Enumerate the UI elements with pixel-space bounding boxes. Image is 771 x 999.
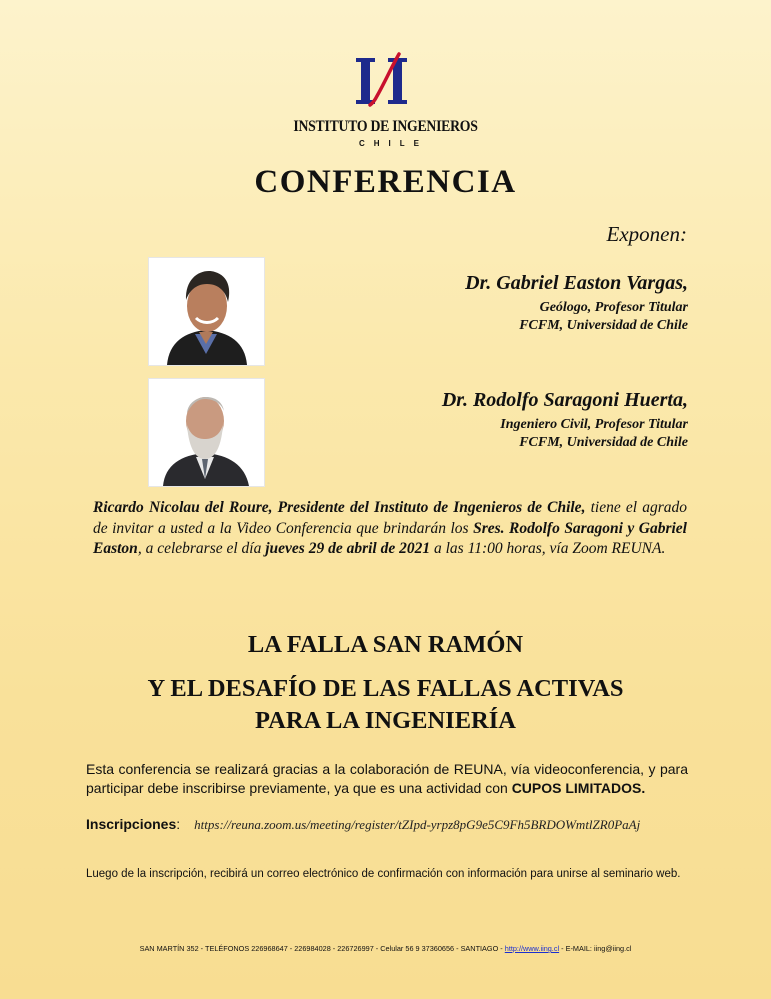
page-title: CONFERENCIA	[254, 164, 517, 200]
invitation-speakers: Sres. Rodolfo Saragoni y Gabriel Easton	[93, 519, 687, 557]
footer-address: SAN MARTÍN 352 - TELÉFONOS 226968647 - 226984028 - 226726997 - Celular 56 9 37360656 - SANTIAGO -	[139, 944, 505, 953]
registration-line	[86, 816, 640, 834]
institute-name: INSTITUTO DE INGENIEROS	[293, 118, 478, 135]
speaker-photo-saragoni	[148, 378, 265, 487]
speaker-1-affiliation: FCFM, Universidad de Chile	[519, 318, 688, 333]
footer-website-link[interactable]: http://www.iing.cl	[504, 944, 560, 953]
talk-title-line-2: Y EL DESAFÍO DE LAS FALLAS ACTIVAS	[147, 675, 624, 702]
invitation-host: Ricardo Nicolau del Roure, Presidente del Instituto de Ingenieros de Chile,	[93, 499, 586, 516]
collaboration-bold: CUPOS LIMITADOS.	[511, 780, 646, 796]
talk-title	[0, 627, 771, 739]
speaker-2-name: Dr. Rodolfo Saragoni Huerta,	[441, 389, 688, 411]
speaker-2-affiliation: FCFM, Universidad de Chile	[519, 435, 688, 450]
registration-label: Inscripciones	[86, 816, 177, 832]
footer-contact	[0, 944, 771, 953]
collaboration-text: Esta conferencia se realizará gracias a la colaboración de REUNA, vía videoconferencia, y para participar debe inscribirse previamente, ya que es una actividad con	[86, 761, 688, 796]
speaker-1-role: Geólogo, Profesor Titular	[539, 300, 688, 315]
invitation-text-1: tiene el agrado de invitar a usted a la Video Conferencia que brindarán los	[93, 499, 688, 537]
talk-title-line-3: PARA LA INGENIERÍA	[255, 707, 516, 734]
speaker-2	[442, 389, 688, 452]
institute-logo	[355, 52, 415, 110]
speakers-label: Exponen:	[606, 222, 687, 246]
footer-email: - E-MAIL: iing@iing.cl	[559, 944, 632, 953]
confirmation-note: Luego de la inscripción, recibirá un correo electrónico de confirmación con información para unirse al seminario web.	[86, 868, 681, 880]
invitation-paragraph	[93, 498, 687, 560]
institute-country: CHILE	[359, 139, 428, 148]
registration-link[interactable]: https://reuna.zoom.us/meeting/register/tZIpd-yrpz8pG9e5C9Fh5BRDOWmtlZR0PaAj	[194, 817, 641, 832]
talk-title-line-1: LA FALLA SAN RAMÓN	[247, 631, 524, 658]
speaker-1	[465, 272, 688, 335]
invitation-text-3: a las 11:00 horas, vía Zoom REUNA.	[430, 540, 666, 557]
registration-colon: :	[176, 816, 181, 832]
invitation-date: jueves 29 de abril de 2021	[265, 540, 431, 557]
speaker-photo-easton	[148, 257, 265, 366]
speaker-2-role: Ingeniero Civil, Profesor Titular	[500, 417, 688, 432]
collaboration-paragraph	[86, 760, 688, 798]
speaker-1-name: Dr. Gabriel Easton Vargas,	[465, 272, 688, 294]
invitation-text-2: , a celebrarse el día	[137, 540, 266, 557]
